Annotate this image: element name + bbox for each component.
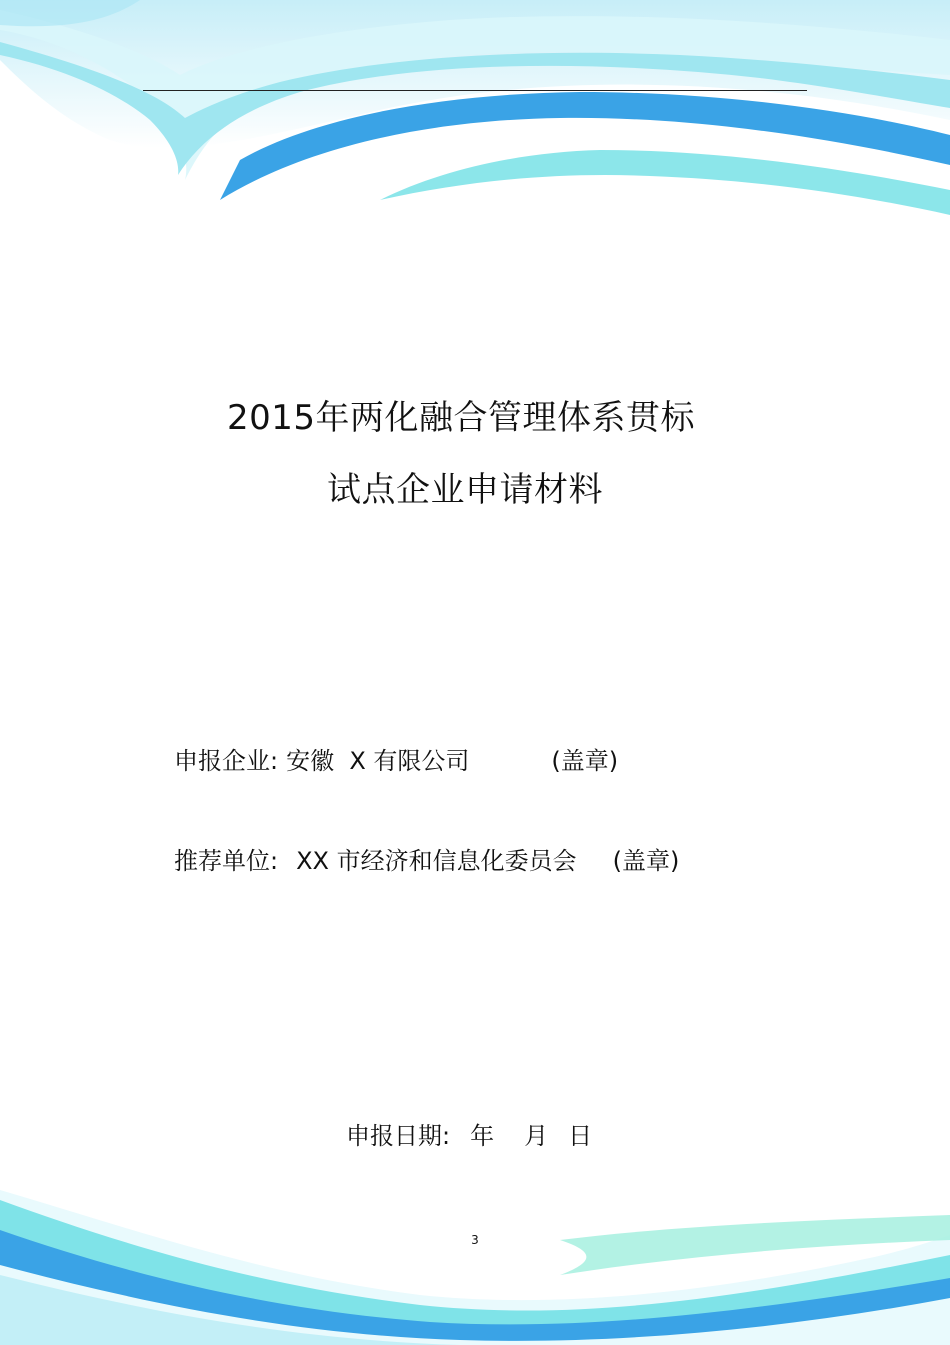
applicant-company-seal: (盖章) — [551, 747, 619, 775]
application-date-field — [346, 1116, 592, 1151]
page-number: 3 — [471, 1233, 479, 1247]
applicant-company-name: 安徽 X 有限公司 — [286, 747, 470, 775]
application-date-month: 月 — [524, 1122, 549, 1150]
document-title-line-1: 2015年两化融合管理体系贯标 — [226, 398, 696, 438]
recommending-unit-field — [174, 841, 679, 876]
application-date-year: 年 — [470, 1122, 495, 1150]
application-date-label: 申报日期: — [346, 1122, 451, 1150]
bottom-wave-decoration — [0, 1180, 950, 1345]
document-title-line-2: 试点企业申请材料 — [327, 470, 603, 510]
header-rule — [143, 90, 807, 91]
recommending-unit-seal: (盖章) — [612, 847, 680, 875]
recommending-unit-name: XX 市经济和信息化委员会 — [296, 847, 577, 875]
top-wave-decoration — [0, 0, 950, 220]
application-date-day: 日 — [568, 1122, 593, 1150]
applicant-company-label: 申报企业: — [174, 747, 279, 775]
applicant-company-field — [174, 741, 618, 776]
recommending-unit-label: 推荐单位: — [174, 847, 279, 875]
